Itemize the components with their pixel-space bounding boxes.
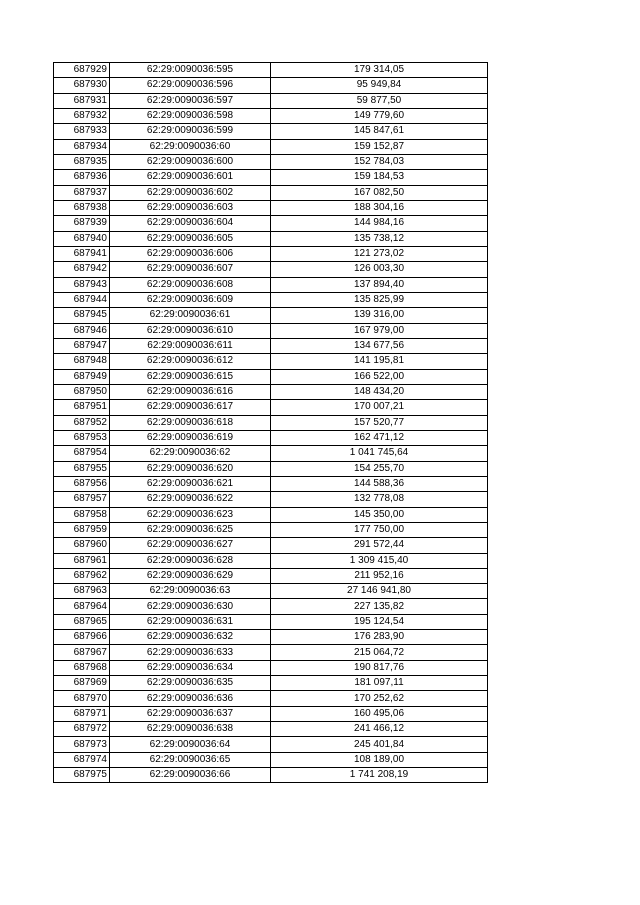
cadastral-value-cell: 291 572,44 (271, 538, 488, 553)
table-row (54, 630, 488, 645)
cadastral-value-cell: 149 779,60 (271, 108, 488, 123)
row-number-cell: 687943 (54, 277, 110, 292)
cadastral-value-cell: 162 471,12 (271, 430, 488, 445)
row-number-cell: 687935 (54, 154, 110, 169)
cadastral-value-cell: 160 495,06 (271, 706, 488, 721)
table-row (54, 691, 488, 706)
table-row (54, 660, 488, 675)
cadastral-value-cell: 1 309 415,40 (271, 553, 488, 568)
table-row (54, 568, 488, 583)
row-number-cell: 687937 (54, 185, 110, 200)
cadastral-value-cell: 241 466,12 (271, 722, 488, 737)
cadastral-value-cell: 157 520,77 (271, 415, 488, 430)
cadastral-number-cell: 62:29:0090036:637 (110, 706, 271, 721)
cadastral-value-cell: 215 064,72 (271, 645, 488, 660)
cadastral-value-cell: 167 082,50 (271, 185, 488, 200)
cadastral-value-cell: 95 949,84 (271, 78, 488, 93)
cadastral-number-cell: 62:29:0090036:602 (110, 185, 271, 200)
cadastral-value-cell: 132 778,08 (271, 492, 488, 507)
cadastral-value-cell: 170 007,21 (271, 400, 488, 415)
cadastral-number-cell: 62:29:0090036:609 (110, 292, 271, 307)
row-number-cell: 687944 (54, 292, 110, 307)
table-row (54, 676, 488, 691)
cadastral-number-cell: 62:29:0090036:632 (110, 630, 271, 645)
cadastral-number-cell: 62:29:0090036:62 (110, 446, 271, 461)
cadastral-value-cell: 108 189,00 (271, 752, 488, 767)
cadastral-value-cell: 170 252,62 (271, 691, 488, 706)
row-number-cell: 687964 (54, 599, 110, 614)
cadastral-number-cell: 62:29:0090036:605 (110, 231, 271, 246)
row-number-cell: 687969 (54, 676, 110, 691)
cadastral-number-cell: 62:29:0090036:622 (110, 492, 271, 507)
cadastral-value-cell: 145 350,00 (271, 507, 488, 522)
cadastral-number-cell: 62:29:0090036:598 (110, 108, 271, 123)
table-row (54, 584, 488, 599)
table-row (54, 323, 488, 338)
table-row (54, 538, 488, 553)
cadastral-number-cell: 62:29:0090036:615 (110, 369, 271, 384)
table-row (54, 384, 488, 399)
cadastral-value-cell: 145 847,61 (271, 124, 488, 139)
table-row (54, 139, 488, 154)
table-row (54, 170, 488, 185)
cadastral-value-cell: 148 434,20 (271, 384, 488, 399)
cadastral-value-table (53, 62, 488, 783)
row-number-cell: 687955 (54, 461, 110, 476)
cadastral-number-cell: 62:29:0090036:620 (110, 461, 271, 476)
table-row (54, 338, 488, 353)
cadastral-value-cell: 190 817,76 (271, 660, 488, 675)
table-row (54, 706, 488, 721)
cadastral-number-cell: 62:29:0090036:635 (110, 676, 271, 691)
cadastral-value-cell: 176 283,90 (271, 630, 488, 645)
cadastral-number-cell: 62:29:0090036:631 (110, 614, 271, 629)
cadastral-number-cell: 62:29:0090036:617 (110, 400, 271, 415)
cadastral-value-cell: 121 273,02 (271, 246, 488, 261)
cadastral-number-cell: 62:29:0090036:611 (110, 338, 271, 353)
cadastral-value-cell: 167 979,00 (271, 323, 488, 338)
table-row (54, 231, 488, 246)
row-number-cell: 687965 (54, 614, 110, 629)
table-row (54, 522, 488, 537)
table-row (54, 354, 488, 369)
row-number-cell: 687953 (54, 430, 110, 445)
cadastral-number-cell: 62:29:0090036:612 (110, 354, 271, 369)
cadastral-number-cell: 62:29:0090036:606 (110, 246, 271, 261)
table-body (54, 63, 488, 783)
row-number-cell: 687957 (54, 492, 110, 507)
row-number-cell: 687968 (54, 660, 110, 675)
cadastral-value-cell: 139 316,00 (271, 308, 488, 323)
cadastral-number-cell: 62:29:0090036:64 (110, 737, 271, 752)
cadastral-number-cell: 62:29:0090036:601 (110, 170, 271, 185)
table-row (54, 476, 488, 491)
table-row (54, 292, 488, 307)
table-row (54, 645, 488, 660)
cadastral-number-cell: 62:29:0090036:597 (110, 93, 271, 108)
cadastral-number-cell: 62:29:0090036:65 (110, 752, 271, 767)
cadastral-number-cell: 62:29:0090036:634 (110, 660, 271, 675)
row-number-cell: 687930 (54, 78, 110, 93)
cadastral-value-cell: 59 877,50 (271, 93, 488, 108)
cadastral-number-cell: 62:29:0090036:599 (110, 124, 271, 139)
row-number-cell: 687972 (54, 722, 110, 737)
table-row (54, 108, 488, 123)
row-number-cell: 687956 (54, 476, 110, 491)
table-row (54, 614, 488, 629)
cadastral-number-cell: 62:29:0090036:630 (110, 599, 271, 614)
table-row (54, 369, 488, 384)
table-row (54, 308, 488, 323)
table-row (54, 446, 488, 461)
cadastral-number-cell: 62:29:0090036:604 (110, 216, 271, 231)
cadastral-value-cell: 135 738,12 (271, 231, 488, 246)
cadastral-number-cell: 62:29:0090036:610 (110, 323, 271, 338)
table-row (54, 400, 488, 415)
cadastral-number-cell: 62:29:0090036:625 (110, 522, 271, 537)
table-row (54, 93, 488, 108)
cadastral-value-cell: 211 952,16 (271, 568, 488, 583)
row-number-cell: 687945 (54, 308, 110, 323)
table-row (54, 507, 488, 522)
table-row (54, 492, 488, 507)
row-number-cell: 687929 (54, 63, 110, 78)
row-number-cell: 687934 (54, 139, 110, 154)
row-number-cell: 687958 (54, 507, 110, 522)
table-row (54, 737, 488, 752)
cadastral-number-cell: 62:29:0090036:608 (110, 277, 271, 292)
cadastral-value-cell: 1 041 745,64 (271, 446, 488, 461)
row-number-cell: 687932 (54, 108, 110, 123)
cadastral-value-cell: 135 825,99 (271, 292, 488, 307)
cadastral-number-cell: 62:29:0090036:603 (110, 200, 271, 215)
table-row (54, 200, 488, 215)
cadastral-value-cell: 152 784,03 (271, 154, 488, 169)
cadastral-number-cell: 62:29:0090036:627 (110, 538, 271, 553)
cadastral-number-cell: 62:29:0090036:618 (110, 415, 271, 430)
row-number-cell: 687931 (54, 93, 110, 108)
cadastral-value-cell: 179 314,05 (271, 63, 488, 78)
cadastral-value-cell: 159 184,53 (271, 170, 488, 185)
table-row (54, 768, 488, 783)
cadastral-value-cell: 154 255,70 (271, 461, 488, 476)
table-row (54, 430, 488, 445)
row-number-cell: 687948 (54, 354, 110, 369)
row-number-cell: 687971 (54, 706, 110, 721)
table-row (54, 752, 488, 767)
cadastral-value-cell: 27 146 941,80 (271, 584, 488, 599)
cadastral-value-cell: 245 401,84 (271, 737, 488, 752)
cadastral-number-cell: 62:29:0090036:63 (110, 584, 271, 599)
cadastral-number-cell: 62:29:0090036:66 (110, 768, 271, 783)
cadastral-value-cell: 144 984,16 (271, 216, 488, 231)
cadastral-value-cell: 1 741 208,19 (271, 768, 488, 783)
row-number-cell: 687970 (54, 691, 110, 706)
row-number-cell: 687973 (54, 737, 110, 752)
row-number-cell: 687967 (54, 645, 110, 660)
cadastral-value-cell: 188 304,16 (271, 200, 488, 215)
cadastral-value-cell: 177 750,00 (271, 522, 488, 537)
cadastral-value-cell: 159 152,87 (271, 139, 488, 154)
row-number-cell: 687959 (54, 522, 110, 537)
cadastral-value-cell: 181 097,11 (271, 676, 488, 691)
cadastral-number-cell: 62:29:0090036:621 (110, 476, 271, 491)
cadastral-value-cell: 126 003,30 (271, 262, 488, 277)
row-number-cell: 687946 (54, 323, 110, 338)
row-number-cell: 687941 (54, 246, 110, 261)
table-row (54, 262, 488, 277)
cadastral-number-cell: 62:29:0090036:61 (110, 308, 271, 323)
table-row (54, 277, 488, 292)
row-number-cell: 687960 (54, 538, 110, 553)
row-number-cell: 687974 (54, 752, 110, 767)
row-number-cell: 687942 (54, 262, 110, 277)
row-number-cell: 687963 (54, 584, 110, 599)
row-number-cell: 687962 (54, 568, 110, 583)
cadastral-value-cell: 227 135,82 (271, 599, 488, 614)
table-row (54, 415, 488, 430)
row-number-cell: 687975 (54, 768, 110, 783)
cadastral-number-cell: 62:29:0090036:628 (110, 553, 271, 568)
cadastral-number-cell: 62:29:0090036:638 (110, 722, 271, 737)
row-number-cell: 687936 (54, 170, 110, 185)
table-row (54, 124, 488, 139)
row-number-cell: 687966 (54, 630, 110, 645)
row-number-cell: 687961 (54, 553, 110, 568)
table-row (54, 78, 488, 93)
cadastral-number-cell: 62:29:0090036:629 (110, 568, 271, 583)
table-row (54, 154, 488, 169)
table-row (54, 722, 488, 737)
row-number-cell: 687951 (54, 400, 110, 415)
table-row (54, 63, 488, 78)
table-row (54, 553, 488, 568)
row-number-cell: 687949 (54, 369, 110, 384)
table-row (54, 246, 488, 261)
cadastral-value-cell: 166 522,00 (271, 369, 488, 384)
cadastral-number-cell: 62:29:0090036:607 (110, 262, 271, 277)
row-number-cell: 687947 (54, 338, 110, 353)
table-row (54, 599, 488, 614)
cadastral-number-cell: 62:29:0090036:633 (110, 645, 271, 660)
row-number-cell: 687940 (54, 231, 110, 246)
cadastral-number-cell: 62:29:0090036:619 (110, 430, 271, 445)
row-number-cell: 687938 (54, 200, 110, 215)
table-row (54, 216, 488, 231)
cadastral-number-cell: 62:29:0090036:636 (110, 691, 271, 706)
cadastral-number-cell: 62:29:0090036:60 (110, 139, 271, 154)
cadastral-number-cell: 62:29:0090036:623 (110, 507, 271, 522)
cadastral-value-cell: 137 894,40 (271, 277, 488, 292)
table-row (54, 185, 488, 200)
table-row (54, 461, 488, 476)
cadastral-number-cell: 62:29:0090036:595 (110, 63, 271, 78)
cadastral-value-cell: 141 195,81 (271, 354, 488, 369)
cadastral-value-cell: 144 588,36 (271, 476, 488, 491)
cadastral-number-cell: 62:29:0090036:616 (110, 384, 271, 399)
row-number-cell: 687954 (54, 446, 110, 461)
row-number-cell: 687933 (54, 124, 110, 139)
row-number-cell: 687952 (54, 415, 110, 430)
cadastral-value-cell: 195 124,54 (271, 614, 488, 629)
cadastral-number-cell: 62:29:0090036:596 (110, 78, 271, 93)
cadastral-value-cell: 134 677,56 (271, 338, 488, 353)
row-number-cell: 687950 (54, 384, 110, 399)
row-number-cell: 687939 (54, 216, 110, 231)
cadastral-number-cell: 62:29:0090036:600 (110, 154, 271, 169)
